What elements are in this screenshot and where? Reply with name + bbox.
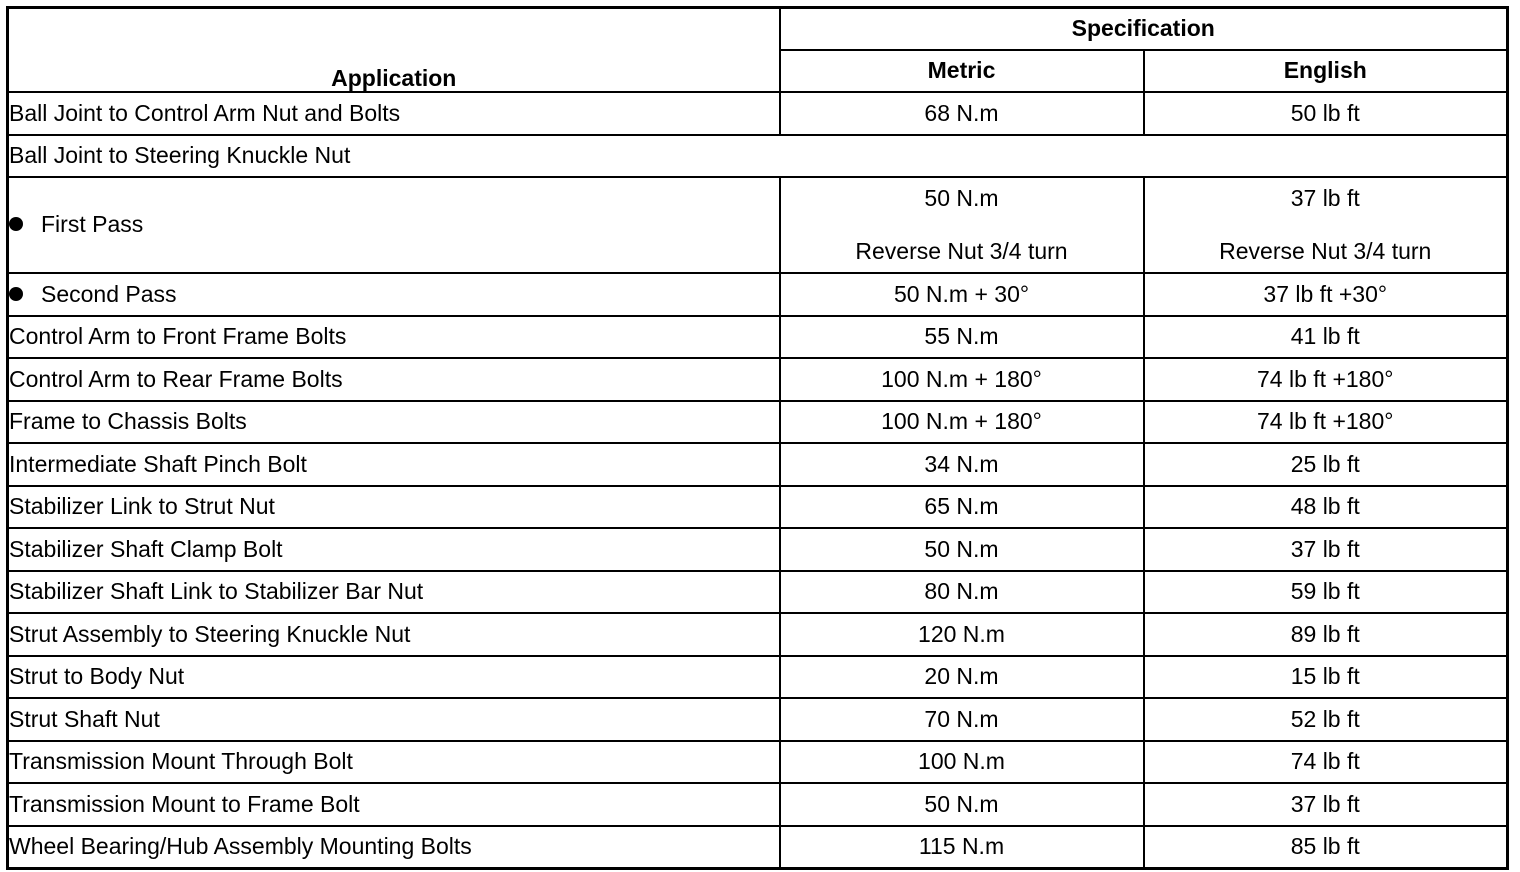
group-heading-cell: Ball Joint to Steering Knuckle Nut <box>8 135 1508 178</box>
table-row-subitem <box>8 273 1508 316</box>
table-row <box>8 656 1508 699</box>
table-row-subitem <box>8 177 1508 273</box>
table-header <box>8 8 1508 93</box>
metric-value: 50 N.m <box>924 184 999 211</box>
metric-cell: 20 N.m <box>780 656 1144 699</box>
english-cell: 74 lb ft +180° <box>1144 358 1508 401</box>
table-row <box>8 528 1508 571</box>
application-cell: Stabilizer Shaft Link to Stabilizer Bar Nut <box>8 571 780 614</box>
table-row-group <box>8 135 1508 178</box>
english-cell: 37 lb ft <box>1144 528 1508 571</box>
application-cell: Strut Shaft Nut <box>8 698 780 741</box>
metric-header: Metric <box>780 50 1144 92</box>
subitem-label: First Pass <box>41 211 144 238</box>
metric-note: Reverse Nut 3/4 turn <box>855 238 1068 264</box>
application-cell: Transmission Mount to Frame Bolt <box>8 783 780 826</box>
table-row <box>8 401 1508 444</box>
metric-cell: 50 N.m <box>780 528 1144 571</box>
application-header: Application <box>8 8 780 93</box>
application-cell <box>8 177 780 273</box>
metric-cell: 65 N.m <box>780 486 1144 529</box>
english-cell: 85 lb ft <box>1144 826 1508 869</box>
table-row <box>8 92 1508 135</box>
header-row-top <box>8 8 1508 51</box>
specification-header: Specification <box>780 8 1508 51</box>
application-cell: Transmission Mount Through Bolt <box>8 741 780 784</box>
application-cell: Control Arm to Rear Frame Bolts <box>8 358 780 401</box>
metric-cell <box>780 177 1144 273</box>
english-cell: 52 lb ft <box>1144 698 1508 741</box>
metric-cell: 115 N.m <box>780 826 1144 869</box>
english-cell: 15 lb ft <box>1144 656 1508 699</box>
metric-cell: 80 N.m <box>780 571 1144 614</box>
english-cell: 48 lb ft <box>1144 486 1508 529</box>
english-cell: 50 lb ft <box>1144 92 1508 135</box>
english-cell: 25 lb ft <box>1144 443 1508 486</box>
application-cell: Control Arm to Front Frame Bolts <box>8 316 780 359</box>
metric-cell: 50 N.m <box>780 783 1144 826</box>
application-cell: Stabilizer Link to Strut Nut <box>8 486 780 529</box>
metric-cell: 50 N.m + 30° <box>780 273 1144 316</box>
application-cell: Frame to Chassis Bolts <box>8 401 780 444</box>
metric-cell: 34 N.m <box>780 443 1144 486</box>
english-cell: 89 lb ft <box>1144 613 1508 656</box>
metric-cell: 70 N.m <box>780 698 1144 741</box>
application-cell: Strut Assembly to Steering Knuckle Nut <box>8 613 780 656</box>
metric-cell: 120 N.m <box>780 613 1144 656</box>
metric-cell: 100 N.m <box>780 741 1144 784</box>
table-row <box>8 358 1508 401</box>
english-cell <box>1144 177 1508 273</box>
application-cell <box>8 273 780 316</box>
application-cell: Strut to Body Nut <box>8 656 780 699</box>
table-row <box>8 741 1508 784</box>
english-note: Reverse Nut 3/4 turn <box>1219 238 1432 264</box>
english-cell: 37 lb ft <box>1144 783 1508 826</box>
bullet-icon <box>9 217 23 231</box>
metric-cell: 100 N.m + 180° <box>780 401 1144 444</box>
english-value: 37 lb ft <box>1290 184 1360 211</box>
english-cell: 59 lb ft <box>1144 571 1508 614</box>
table-body <box>8 92 1508 869</box>
table-row <box>8 486 1508 529</box>
table-row <box>8 826 1508 869</box>
torque-spec-table <box>6 6 1509 870</box>
metric-cell: 100 N.m + 180° <box>780 358 1144 401</box>
metric-cell: 68 N.m <box>780 92 1144 135</box>
english-cell: 41 lb ft <box>1144 316 1508 359</box>
table-row <box>8 571 1508 614</box>
application-cell: Ball Joint to Control Arm Nut and Bolts <box>8 92 780 135</box>
english-cell: 37 lb ft +30° <box>1144 273 1508 316</box>
table-row <box>8 613 1508 656</box>
table-row <box>8 443 1508 486</box>
application-cell: Stabilizer Shaft Clamp Bolt <box>8 528 780 571</box>
english-header: English <box>1144 50 1508 92</box>
application-cell: Wheel Bearing/Hub Assembly Mounting Bolts <box>8 826 780 869</box>
subitem-label: Second Pass <box>41 280 177 307</box>
bullet-icon <box>9 287 23 301</box>
english-cell: 74 lb ft <box>1144 741 1508 784</box>
application-cell: Intermediate Shaft Pinch Bolt <box>8 443 780 486</box>
english-cell: 74 lb ft +180° <box>1144 401 1508 444</box>
table-row <box>8 698 1508 741</box>
table-row <box>8 783 1508 826</box>
metric-cell: 55 N.m <box>780 316 1144 359</box>
table-row <box>8 316 1508 359</box>
